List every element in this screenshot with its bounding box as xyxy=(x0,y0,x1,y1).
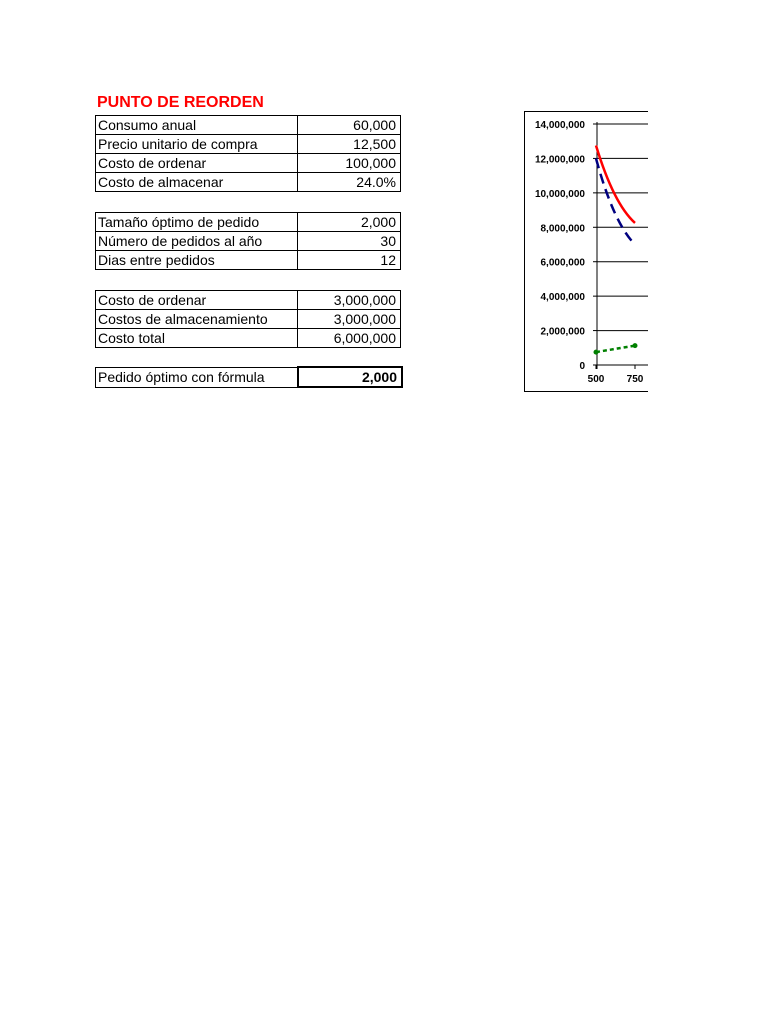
cell-value[interactable]: 12,500 xyxy=(298,135,401,154)
cell-label[interactable]: Precio unitario de compra xyxy=(96,135,298,154)
data-point xyxy=(633,343,638,348)
y-tick-label: 14,000,000 xyxy=(534,120,585,131)
data-point xyxy=(594,350,599,355)
cell-value[interactable]: 100,000 xyxy=(298,154,401,173)
costs-table xyxy=(95,290,401,348)
cell-label[interactable]: Costo de ordenar xyxy=(96,291,298,310)
y-tick-label: 8,000,000 xyxy=(540,223,585,235)
order-metrics-table xyxy=(95,212,401,270)
cell-label[interactable]: Consumo anual xyxy=(96,116,298,135)
cell-label[interactable]: Costos de almacenamiento xyxy=(96,310,298,329)
y-tick-label: 2,000,000 xyxy=(540,326,585,338)
cell-label[interactable]: Tamaño óptimo de pedido xyxy=(96,213,298,232)
cell-value[interactable]: 3,000,000 xyxy=(298,310,401,329)
table-row xyxy=(96,232,401,251)
cell-label[interactable]: Número de pedidos al año xyxy=(96,232,298,251)
y-tick-label: 10,000,000 xyxy=(534,188,585,200)
table-row xyxy=(96,251,401,270)
y-tick-label: 4,000,000 xyxy=(540,292,585,304)
cell-label[interactable]: Costo de ordenar xyxy=(96,154,298,173)
table-row xyxy=(96,367,403,387)
cell-value[interactable]: 2,000 xyxy=(298,213,401,232)
table-row xyxy=(96,116,401,135)
table-row xyxy=(96,329,401,348)
y-tick-label: 0 xyxy=(579,361,585,372)
cell-label[interactable]: Costo de almacenar xyxy=(96,173,298,192)
cell-label[interactable]: Pedido óptimo con fórmula xyxy=(96,367,299,387)
formula-table xyxy=(95,366,403,388)
x-tick-label: 750 xyxy=(626,374,644,385)
y-tick-label: 12,000,000 xyxy=(534,154,585,166)
optimal-order-cell[interactable]: 2,000 xyxy=(298,367,402,387)
cost-chart-svg xyxy=(525,112,648,392)
table-row xyxy=(96,135,401,154)
cell-value[interactable]: 30 xyxy=(298,232,401,251)
table-row xyxy=(96,310,401,329)
cell-label[interactable]: Dias entre pedidos xyxy=(96,251,298,270)
sheet-title: PUNTO DE REORDEN xyxy=(97,94,264,111)
cell-value[interactable]: 3,000,000 xyxy=(298,291,401,310)
cell-label[interactable]: Costo total xyxy=(96,329,298,348)
table-row xyxy=(96,213,401,232)
cost-chart[interactable] xyxy=(524,111,648,392)
inputs-table xyxy=(95,115,401,192)
y-tick-label: 6,000,000 xyxy=(540,257,585,269)
cell-value[interactable]: 60,000 xyxy=(298,116,401,135)
cell-value[interactable]: 6,000,000 xyxy=(298,329,401,348)
x-tick-label: 500 xyxy=(587,374,605,385)
series-line xyxy=(596,158,635,244)
table-row xyxy=(96,173,401,192)
series-line xyxy=(596,346,635,352)
cell-value[interactable]: 12 xyxy=(298,251,401,270)
cell-value[interactable]: 24.0% xyxy=(298,173,401,192)
table-row xyxy=(96,291,401,310)
table-row xyxy=(96,154,401,173)
